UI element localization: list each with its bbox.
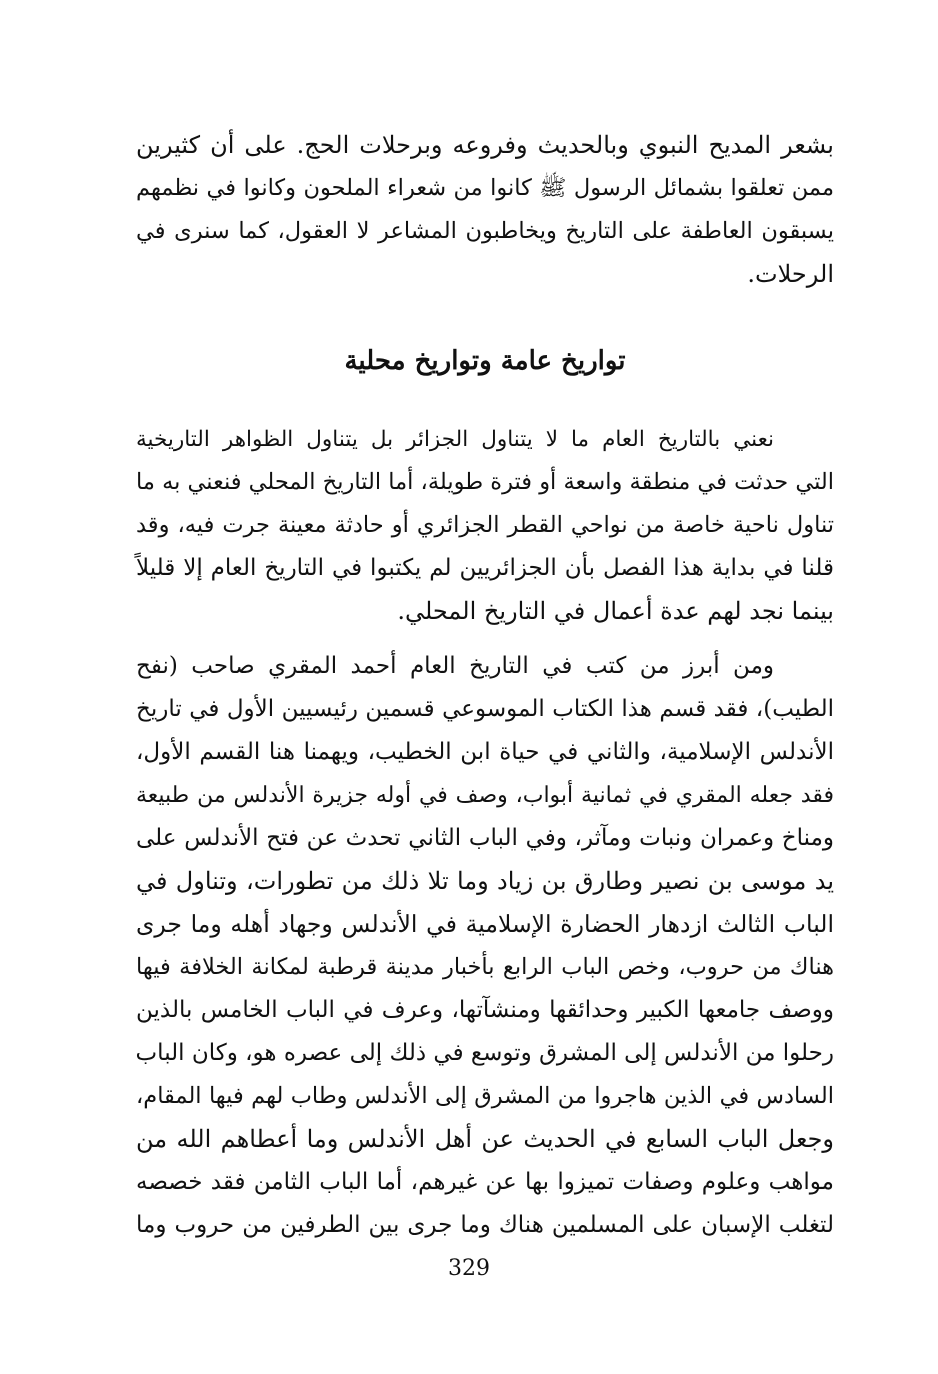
text-line: لتغلب الإسبان على المسلمين هناك وما جرى بين الطرفين من حروب وما bbox=[136, 1212, 834, 1238]
intro-text bbox=[136, 124, 834, 296]
text-line: مواهب وعلوم وصفات تميزوا بها عن غيرهم، أما الباب الثامن فقد خصصه bbox=[136, 1169, 834, 1195]
text-line: الأندلس الإسلامية، والثاني في حياة ابن الخطيب، ويهمنا هنا القسم الأول، bbox=[136, 739, 834, 765]
text-line: ممن تعلقوا بشمائل الرسول ﷺ كانوا من شعراء الملحون وكانوا في نظمهم bbox=[136, 175, 834, 201]
section-heading: تواريخ عامة وتواريخ محلية bbox=[344, 346, 626, 376]
intro-paragraph bbox=[136, 124, 834, 296]
page-number: 329 bbox=[448, 1256, 490, 1281]
text-line: الباب الثالث ازدهار الحضارة الإسلامية في الأندلس وجهاد أهله وما جرى bbox=[136, 910, 834, 938]
text-line: ومن أبرز من كتب في التاريخ العام أحمد المقري صاحب (نفح bbox=[136, 653, 774, 679]
text-line: فقد جعله المقري في ثمانية أبواب، وصف في أوله جزيرة الأندلس من طبيعة bbox=[136, 783, 834, 808]
text-line: يسبقون العاطفة على التاريخ ويخاطبون المشاعر لا العقول، كما سنرى في bbox=[136, 218, 834, 244]
text-line: السادس في الذين هاجروا من المشرق إلى الأندلس وطاب لهم فيها المقام، bbox=[136, 1083, 834, 1109]
text-line: رحلوا من الأندلس إلى المشرق وتوسع في ذلك إلى عصره هو، وكان الباب bbox=[135, 1040, 834, 1066]
text-line: يد موسى بن نصير وطارق بن زياد وما تلا ذلك من تطورات، وتناول في bbox=[136, 867, 834, 895]
maqqari-paragraph bbox=[136, 645, 834, 1247]
text-line: نعني بالتاريخ العام ما لا يتناول الجزائر بل يتناول الظواهر التاريخية bbox=[136, 427, 774, 452]
text-line: وجعل الباب السابع في الحديث عن أهل الأندلس وما أعطاهم الله من bbox=[136, 1125, 834, 1153]
text-line: ومناخ وعمران ونبات ومآثر، وفي الباب الثاني تحدث عن فتح الأندلس على bbox=[136, 825, 834, 851]
text-line: تناول ناحية خاصة من نواحي القطر الجزائري أو حادثة معينة جرت فيه، وقد bbox=[136, 512, 834, 538]
text-line: بينما نجد لهم عدة أعمال في التاريخ المحلي. bbox=[397, 597, 834, 625]
text-line: الرحلات. bbox=[747, 260, 834, 288]
general-history-text bbox=[136, 418, 834, 633]
text-line: التي حدثت في منطقة واسعة أو فترة طويلة، أما التاريخ المحلي فنعني به ما bbox=[136, 469, 834, 495]
text-line: بشعر المديح النبوي وبالحديث وفروعه وبرحلات الحج. على أن كثيرين bbox=[136, 131, 834, 159]
text-line: هناك من حروب، وخص الباب الرابع بأخبار مدينة قرطبة لمكانة الخلافة فيها bbox=[136, 954, 834, 980]
text-line: ووصف جامعها الكبير وحدائقها ومنشآتها، وعرف في الباب الخامس بالذين bbox=[136, 997, 834, 1023]
maqqari-text bbox=[136, 645, 834, 1247]
text-line: قلنا في بداية هذا الفصل بأن الجزائريين لم يكتبوا في التاريخ العام إلا قليلاً bbox=[136, 555, 834, 581]
general-history-paragraph bbox=[136, 418, 834, 633]
text-line: الطيب)، فقد قسم هذا الكتاب الموسوعي قسمين رئيسيين الأول في تاريخ bbox=[136, 696, 834, 722]
